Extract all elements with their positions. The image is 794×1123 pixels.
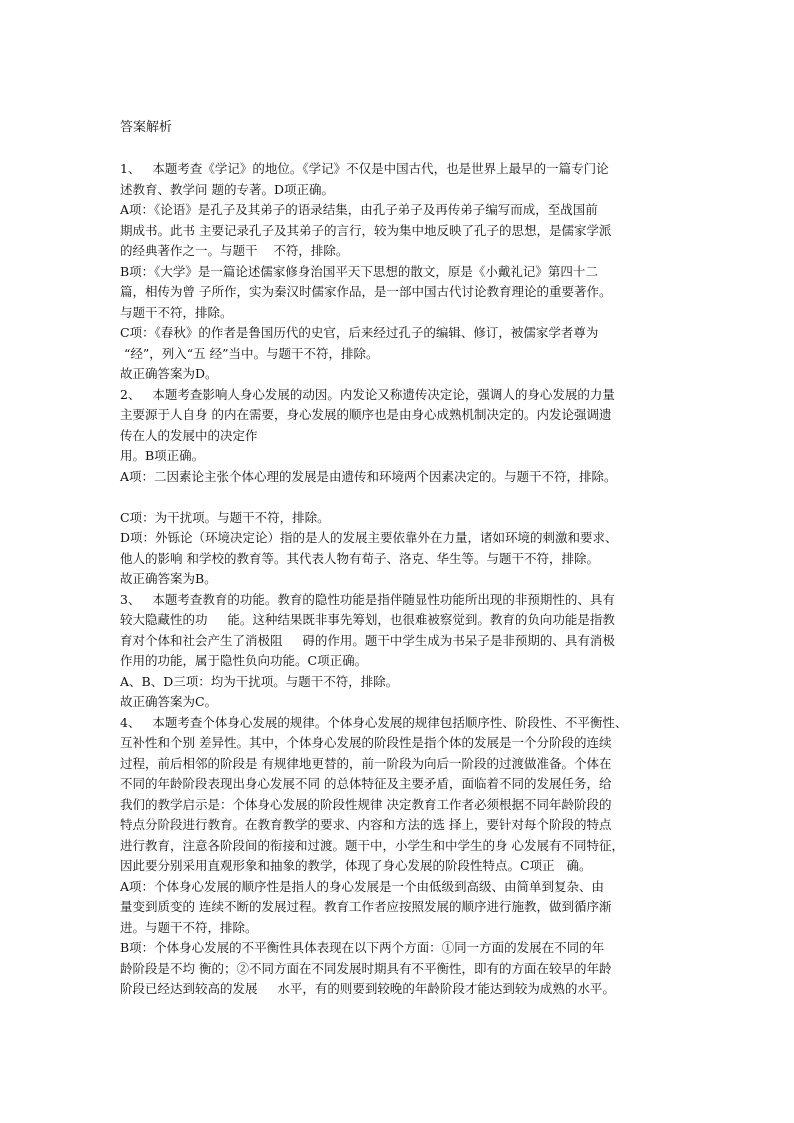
text-line: A项：《论语》是孔子及其弟子的语录结集，由孔子弟子及再传弟子编写而成，至战国前 — [120, 202, 598, 217]
text-line: B项：《大学》是一篇论述儒家修身治国平天下思想的散文，原是《小戴礼记》第四十二 — [120, 263, 598, 279]
text-line: A、B、D三项：均为干扰项。与题干不符，排除。 — [120, 673, 399, 689]
text-line: 阶段已经达到较高的发展 水平，有的则要到较晚的年龄阶段才能达到较为成熟的水平。 — [120, 981, 615, 996]
text-line: 他人的影响 和学校的教育等。其代表人物有荀子、洛克、华生等。与题干不符，排除。 — [120, 550, 599, 566]
text-line: 故正确答案为B。 — [120, 571, 217, 586]
text-line — [120, 487, 680, 508]
text-line: 篇，相传为曾 子所作，实为秦汉时儒家作品，是一部中国古代讨论教育理论的重要著作。 — [120, 284, 612, 299]
text-line: 与题干不符，排除。 — [120, 304, 233, 320]
text-line: 进。与题干不符，排除。 — [120, 919, 258, 935]
text-line: A项：二因素论主张个体心理的发展是由遗传和环境两个因素决定的。与题干不符，排除。 — [120, 468, 617, 484]
text-line: 育对个体和社会产生了消极阻 碍的作用。题干中学生成为书呆子是非预期的、具有消极 — [120, 632, 615, 648]
text-line: 故正确答案为D。 — [120, 366, 218, 381]
text-line: 3、 本题考查教育的功能。教育的隐性功能是指伴随显性功能所出现的非预期性的、具有 — [120, 591, 615, 607]
text-line: 过程，前后相邻的阶段是 有规律地更替的，前一阶段为向后一阶段的过渡做准备。个体在 — [120, 755, 612, 771]
text-line: 的经典著作之一。与题干 不符，排除。 — [120, 243, 349, 258]
text-line: B项：个体身心发展的不平衡性具体表现在以下两个方面：①同一方面的发展在不同的年 — [120, 940, 605, 955]
text-line: A项：个体身心发展的顺序性是指人的身心发展是一个由低级到高级、由简单到复杂、由 — [120, 878, 605, 894]
text-line: 主要源于人自身 的内在需要，身心发展的顺序也是由身心成熟机制决定的。内发论强调遗 — [120, 407, 612, 422]
text-line: 因此要分别采用直观形象和抽象的教学，体现了身心发展的阶段性特点。C项正 确。 — [120, 858, 592, 873]
text-line: 龄阶段是不均 衡的；②不同方面在不同发展时期具有不平衡性，即有的方面在较早的年龄 — [120, 960, 612, 976]
text-line: 不同的年龄阶段表现出身心发展不同 的总体特征及主要矛盾，面临着不同的发展任务，给 — [120, 776, 612, 791]
text-line: 用。B项正确。 — [120, 448, 205, 463]
text-line: C项：《春秋》的作者是鲁国历代的史官，后来经过孔子的编辑、修订，被儒家学者尊为 — [120, 325, 599, 340]
text-line: 互补性和个别 差异性。其中，个体身心发展的阶段性是指个体的发展是一个分阶段的连续 — [120, 735, 612, 750]
answer-document — [120, 118, 680, 1000]
text-line: 期成书。此书 主要记录孔子及其弟子的言行，较为集中地反映了孔子的思想，是儒家学派 — [120, 222, 612, 238]
text-line: 传在人的发展中的决定作 — [120, 427, 258, 443]
text-line: 作用的功能，属于隐性负向功能。C项正确。 — [120, 653, 368, 668]
text-line: 2、 本题考查影响人身心发展的动因。内发论又称遗传决定论，强调人的身心发展的力量 — [120, 386, 615, 402]
text-line: 1、 本题考查《学记》的地位。《学记》不仅是中国古代，也是世界上最早的一篇专门论 — [120, 161, 609, 176]
text-line: 较大隐藏性的功 能。这种结果既非事先筹划，也很难被察觉到。教育的负向功能是指教 — [120, 612, 615, 627]
text-line: D项：外铄论（环境决定论）指的是人的发展主要依靠外在力量，诸如环境的刺激和要求、 — [120, 530, 618, 545]
text-line: 述教育、教学问 题的专著。D项正确。 — [120, 181, 334, 197]
text-line: 故正确答案为C。 — [120, 694, 218, 709]
text-line: 我们的教学启示是：个体身心发展的阶段性规律 决定教育工作者必须根据不同年龄阶段的 — [120, 796, 612, 812]
text-line: “经”，列入“五 经”当中。与题干不符，排除。 — [120, 345, 379, 361]
text-line: C项：为干扰项。与题干不符，排除。 — [120, 509, 330, 525]
page-title: 答案解析 — [120, 120, 173, 135]
text-line: 进行教育，注意各阶段间的衔接和过渡。题干中，小学生和中学生的身 心发展有不同特征， — [120, 837, 624, 853]
text-line: 量变到质变的 连续不断的发展过程。教育工作者应按照发展的顺序进行施教，做到循序渐 — [120, 899, 612, 914]
text-line: 特点分阶段进行教育。在教育教学的要求、内容和方法的选 择上，要针对每个阶段的特点 — [120, 817, 612, 832]
answer-body — [120, 159, 680, 1000]
text-line: 4、 本题考查个体身心发展的规律。个体身心发展的规律包括顺序性、阶段性、不平衡性、 — [120, 714, 628, 730]
